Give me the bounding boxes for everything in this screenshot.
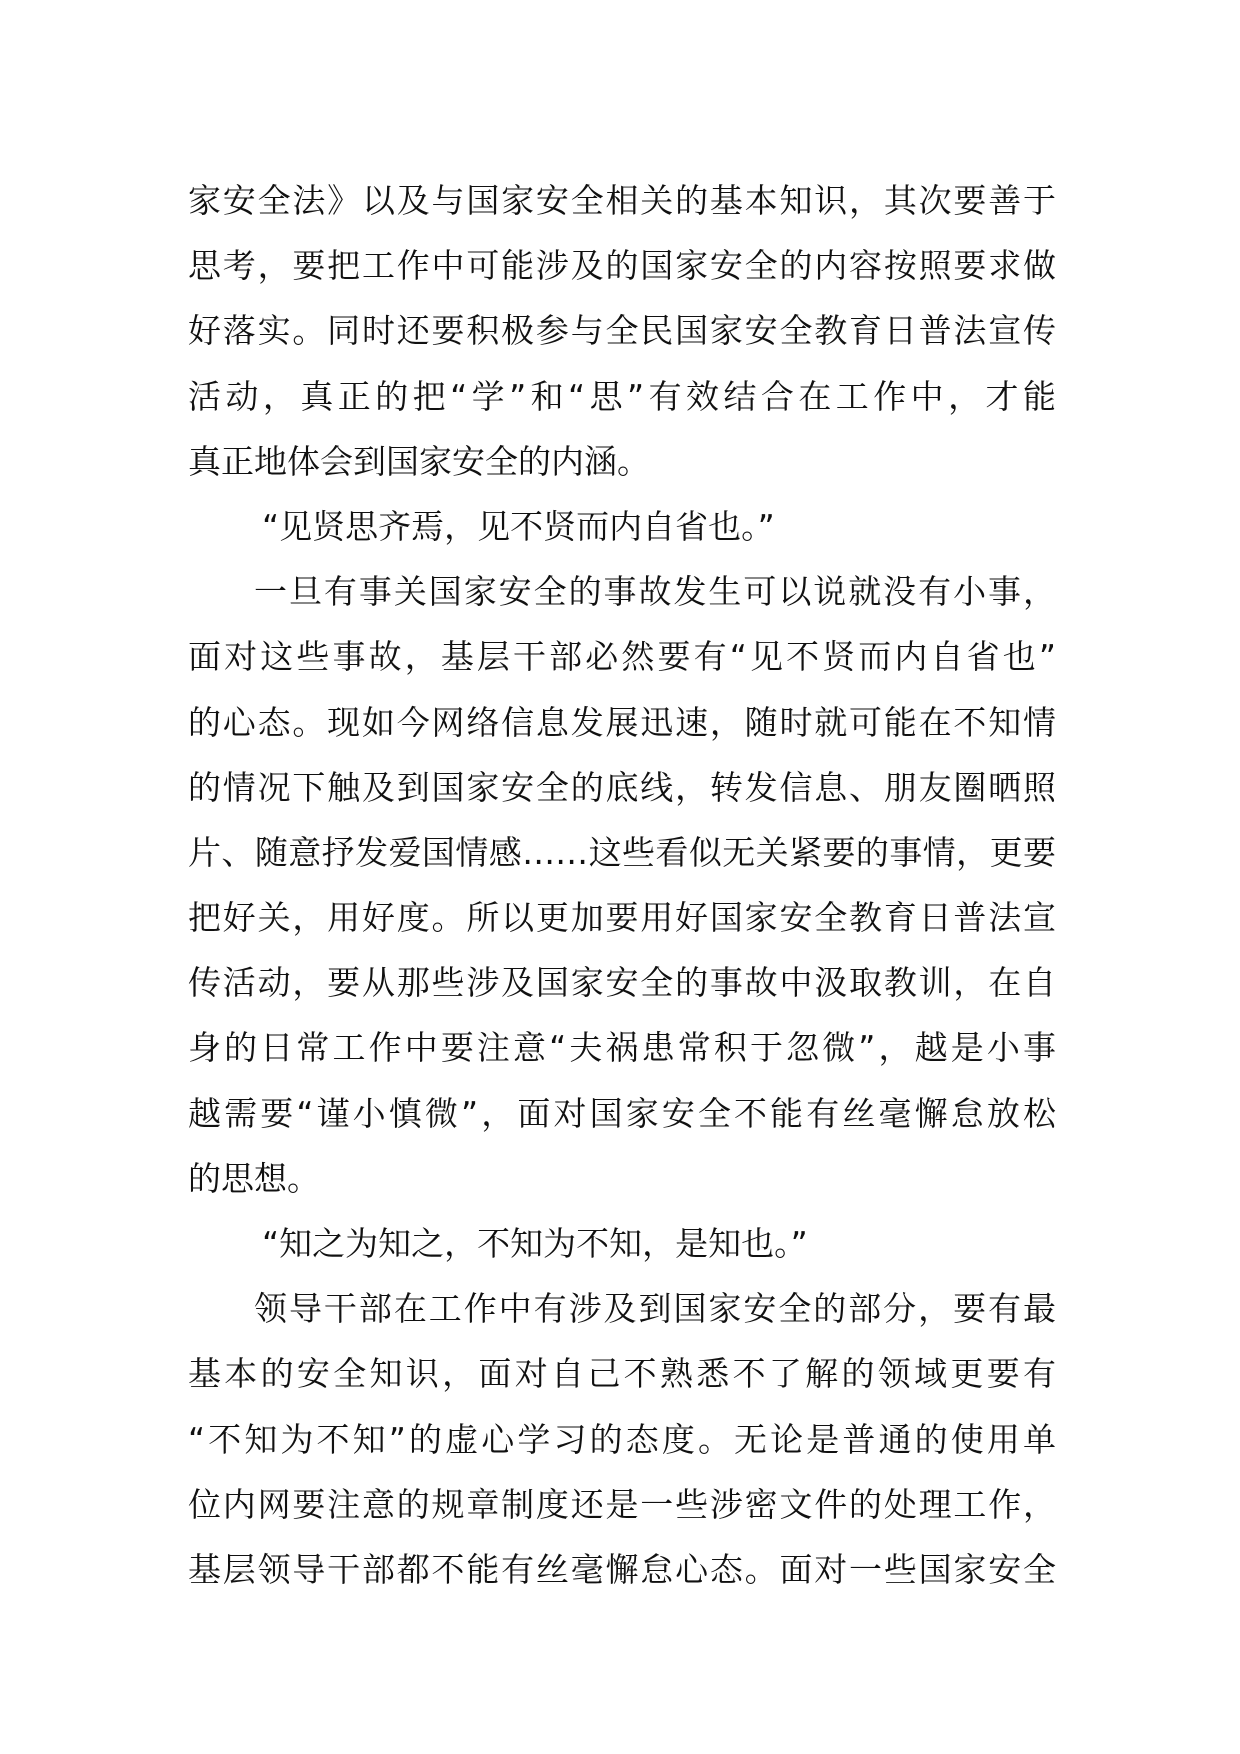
- text-line: 领导干部在工作中有涉及到国家安全的部分，要有最: [254, 1289, 1056, 1329]
- text-line: 身的日常工作中要注意“夫祸患常积于忽微”，越是小事: [188, 1028, 1056, 1068]
- text-line: 思考，要把工作中可能涉及的国家安全的内容按照要求做: [188, 246, 1056, 286]
- text-line: 片、随意抒发爱国情感……这些看似无关紧要的事情，更要: [188, 832, 1056, 872]
- text-line: 基层领导干部都不能有丝毫懈怠心态。面对一些国家安全: [188, 1549, 1056, 1589]
- text-line: 活动，真正的把“学”和“思”有效结合在工作中，才能: [188, 376, 1056, 416]
- text-line: 好落实。同时还要积极参与全民国家安全教育日普法宣传: [188, 311, 1056, 351]
- text-line: 家安全法》以及与国家安全相关的基本知识，其次要善于: [188, 181, 1056, 220]
- text-line: 位内网要注意的规章制度还是一些涉密文件的处理工作，: [188, 1484, 1056, 1524]
- text-line: 的思想。: [188, 1158, 320, 1198]
- text-line: 基本的安全知识，面对自己不熟悉不了解的领域更要有: [188, 1354, 1056, 1394]
- text-line: 把好关，用好度。所以更加要用好国家安全教育日普法宣: [188, 898, 1056, 938]
- text-line: 越需要“谨小慎微”，面对国家安全不能有丝毫懈怠放松: [188, 1093, 1056, 1133]
- quote-heading: “见贤思齐焉，见不贤而内自省也。”: [262, 506, 775, 546]
- text-line: 的心态。现如今网络信息发展迅速，随时就可能在不知情: [188, 702, 1056, 742]
- text-line: 面对这些事故，基层干部必然要有“见不贤而内自省也”: [188, 637, 1056, 677]
- text-line: 真正地体会到国家安全的内涵。: [188, 441, 650, 481]
- text-line: “不知为不知”的虚心学习的态度。无论是普通的使用单: [188, 1419, 1056, 1459]
- text-line: 传活动，要从那些涉及国家安全的事故中汲取教训，在自: [188, 963, 1056, 1003]
- text-line: 一旦有事关国家安全的事故发生可以说就没有小事，: [254, 572, 1056, 612]
- quote-heading: “知之为知之，不知为不知，是知也。”: [262, 1224, 808, 1263]
- text-line: 的情况下触及到国家安全的底线，转发信息、朋友圈晒照: [188, 767, 1056, 807]
- document-body: [188, 168, 1056, 1602]
